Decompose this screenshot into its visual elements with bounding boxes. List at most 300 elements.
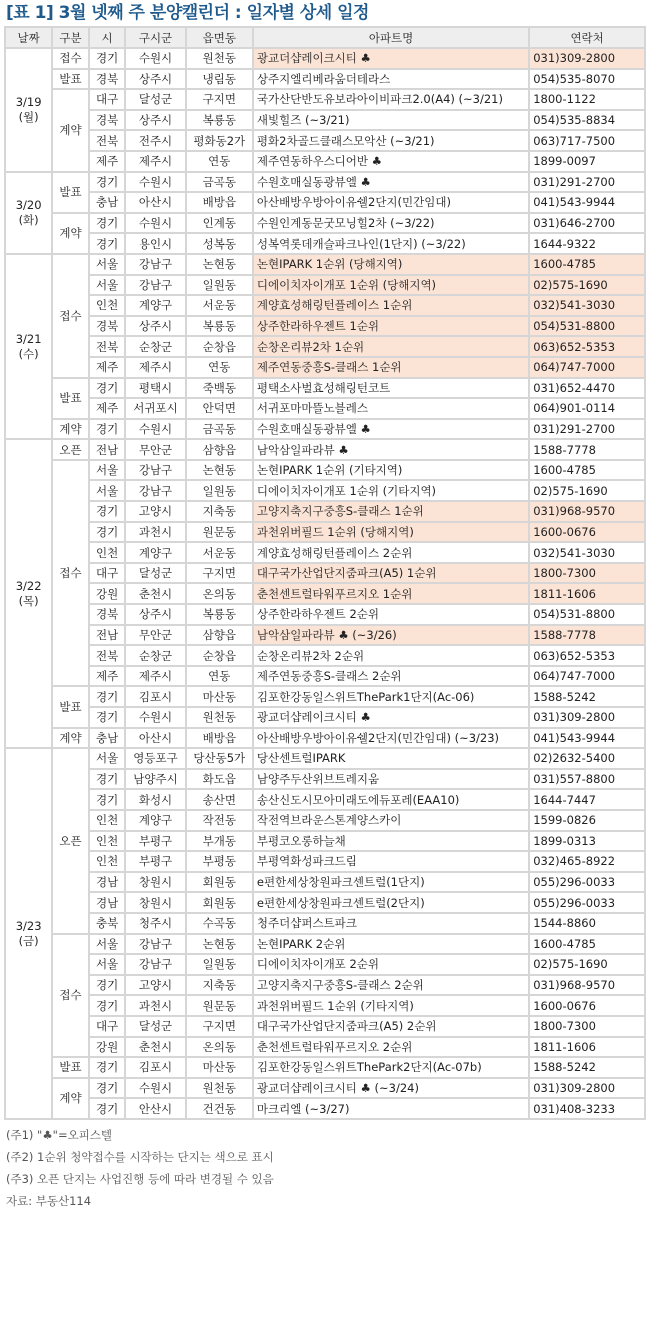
apartment-cell: 아산배방우방아이유쉘2단지(민간임대) <box>253 192 529 213</box>
apartment-cell: 디에이치자이개포 2순위 <box>253 954 529 975</box>
table-row <box>5 728 645 749</box>
district-cell: 강남구 <box>125 934 185 955</box>
town-cell: 일원동 <box>186 275 253 296</box>
apartment-cell: 광교더샵레이크시티 ♣ <box>253 48 529 69</box>
type-cell: 발표 <box>52 1057 89 1078</box>
contact-cell: 1600-0676 <box>529 522 645 543</box>
apartment-cell: 계양효성해링턴플레이스 1순위 <box>253 295 529 316</box>
contact-cell: 1811-1606 <box>529 583 645 604</box>
province-cell: 경기 <box>89 686 126 707</box>
type-cell: 오픈 <box>52 439 89 460</box>
table-row <box>5 213 645 234</box>
province-cell: 경기 <box>89 378 126 399</box>
apartment-cell: 대구국가산업단지줌파크(A5) 2순위 <box>253 1016 529 1037</box>
table-row <box>5 233 645 254</box>
province-cell: 제주 <box>89 666 126 687</box>
apartment-cell: 김포한강동일스위트ThePark2단지(Ac-07b) <box>253 1057 529 1078</box>
contact-cell: 031)309-2800 <box>529 707 645 728</box>
town-cell: 회원동 <box>186 892 253 913</box>
district-cell: 상주시 <box>125 604 185 625</box>
table-row <box>5 748 645 769</box>
district-cell: 과천시 <box>125 522 185 543</box>
apartment-cell: 춘천센트럴타워푸르지오 2순위 <box>253 1037 529 1058</box>
contact-cell: 031)309-2800 <box>529 1078 645 1099</box>
contact-cell: 1599-0826 <box>529 810 645 831</box>
province-cell: 경기 <box>89 419 126 440</box>
district-cell: 창원시 <box>125 892 185 913</box>
apartment-cell: 성복역롯데캐슬파크나인(1단지) (~3/22) <box>253 233 529 254</box>
table-row <box>5 872 645 893</box>
table-row <box>5 130 645 151</box>
apartment-cell: 송산신도시모아미래도에듀포레(EAA10) <box>253 789 529 810</box>
district-cell: 과천시 <box>125 995 185 1016</box>
contact-cell: 055)296-0033 <box>529 872 645 893</box>
town-cell: 작전동 <box>186 810 253 831</box>
town-cell: 배방읍 <box>186 192 253 213</box>
district-cell: 안산시 <box>125 1098 185 1119</box>
contact-cell: 031)291-2700 <box>529 419 645 440</box>
type-cell: 발표 <box>52 686 89 727</box>
table-row <box>5 151 645 172</box>
province-cell: 인천 <box>89 831 126 852</box>
district-cell: 전주시 <box>125 130 185 151</box>
district-cell: 수원시 <box>125 172 185 193</box>
contact-cell: 055)296-0033 <box>529 892 645 913</box>
province-cell: 경북 <box>89 110 126 131</box>
town-cell: 배방읍 <box>186 728 253 749</box>
province-cell: 대구 <box>89 563 126 584</box>
district-cell: 강남구 <box>125 254 185 275</box>
district-cell: 부평구 <box>125 851 185 872</box>
town-cell: 순창읍 <box>186 336 253 357</box>
apartment-cell: 수원호매실동광뷰엘 ♣ <box>253 419 529 440</box>
town-cell: 원문동 <box>186 522 253 543</box>
province-cell: 경기 <box>89 233 126 254</box>
contact-cell: 064)747-7000 <box>529 666 645 687</box>
table-row <box>5 1098 645 1119</box>
town-cell: 일원동 <box>186 480 253 501</box>
town-cell: 수곡동 <box>186 913 253 934</box>
district-cell: 무안군 <box>125 439 185 460</box>
date-cell <box>5 172 52 254</box>
contact-cell: 1899-0097 <box>529 151 645 172</box>
district-cell: 수원시 <box>125 213 185 234</box>
table-row <box>5 48 645 69</box>
province-cell: 서울 <box>89 460 126 481</box>
footnote-1: (주1) "♣"=오피스텔 <box>6 1127 113 1142</box>
contact-cell: 031)968-9570 <box>529 975 645 996</box>
town-cell: 원천동 <box>186 48 253 69</box>
header-province: 시 <box>89 27 126 48</box>
table-row <box>5 913 645 934</box>
town-cell: 금곡동 <box>186 419 253 440</box>
contact-cell: 041)543-9944 <box>529 728 645 749</box>
table-row <box>5 995 645 1016</box>
district-cell: 제주시 <box>125 666 185 687</box>
table-row <box>5 460 645 481</box>
province-cell: 경기 <box>89 172 126 193</box>
table-row <box>5 336 645 357</box>
district-cell: 화성시 <box>125 789 185 810</box>
apartment-cell: e편한세상창원파크센트럴(2단지) <box>253 892 529 913</box>
table-row <box>5 563 645 584</box>
district-cell: 수원시 <box>125 419 185 440</box>
apartment-cell: 광교더샵레이크시티 ♣ <box>253 707 529 728</box>
district-cell: 남양주시 <box>125 769 185 790</box>
province-cell: 전북 <box>89 336 126 357</box>
town-cell: 평화동2가 <box>186 130 253 151</box>
table-row <box>5 975 645 996</box>
type-cell: 계약 <box>52 89 89 171</box>
town-cell: 화도읍 <box>186 769 253 790</box>
district-cell: 아산시 <box>125 192 185 213</box>
table-row <box>5 666 645 687</box>
contact-cell: 1644-9322 <box>529 233 645 254</box>
province-cell: 제주 <box>89 151 126 172</box>
town-cell: 마산동 <box>186 1057 253 1078</box>
table-row <box>5 275 645 296</box>
table-row <box>5 1078 645 1099</box>
apartment-cell: 마크리엘 (~3/27) <box>253 1098 529 1119</box>
apartment-cell: 서귀포마마뜰노블레스 <box>253 398 529 419</box>
apartment-cell: 남악삼일파라뷰 ♣ (~3/26) <box>253 625 529 646</box>
province-cell: 제주 <box>89 357 126 378</box>
apartment-cell: 평택소사벌효성해링턴코트 <box>253 378 529 399</box>
town-cell: 온의동 <box>186 583 253 604</box>
type-cell: 계약 <box>52 728 89 749</box>
province-cell: 경기 <box>89 975 126 996</box>
apartment-cell: 순창온리뷰2차 1순위 <box>253 336 529 357</box>
apartment-cell: 과천위버필드 1순위 (당해지역) <box>253 522 529 543</box>
apartment-cell: e편한세상창원파크센트럴(1단지) <box>253 872 529 893</box>
contact-cell: 1588-7778 <box>529 625 645 646</box>
contact-cell: 1544-8860 <box>529 913 645 934</box>
apartment-cell: 부평역화성파크드림 <box>253 851 529 872</box>
province-cell: 인천 <box>89 295 126 316</box>
district-cell: 김포시 <box>125 686 185 707</box>
apartment-cell: 광교더샵레이크시티 ♣ (~3/24) <box>253 1078 529 1099</box>
table-row <box>5 398 645 419</box>
table-row <box>5 295 645 316</box>
province-cell: 경기 <box>89 48 126 69</box>
district-cell: 창원시 <box>125 872 185 893</box>
date-label: 3/22 <box>15 578 42 593</box>
district-cell: 춘천시 <box>125 1037 185 1058</box>
province-cell: 전남 <box>89 439 126 460</box>
apartment-cell: 디에이치자이개포 1순위 (기타지역) <box>253 480 529 501</box>
date-label: 3/20 <box>15 197 42 212</box>
province-cell: 경북 <box>89 316 126 337</box>
table-row <box>5 810 645 831</box>
district-cell: 계양구 <box>125 295 185 316</box>
footnote-3: (주3) 오픈 단지는 사업진행 등에 따라 변경될 수 있음 <box>6 1171 274 1186</box>
date-cell <box>5 439 52 748</box>
apartment-cell: 춘천센트럴타워푸르지오 1순위 <box>253 583 529 604</box>
province-cell: 대구 <box>89 89 126 110</box>
contact-cell: 054)531-8800 <box>529 316 645 337</box>
table-row <box>5 934 645 955</box>
town-cell: 삼향읍 <box>186 439 253 460</box>
town-cell: 서운동 <box>186 295 253 316</box>
header-contact: 연락처 <box>529 27 645 48</box>
apartment-cell: 순창온리뷰2차 2순위 <box>253 645 529 666</box>
district-cell: 평택시 <box>125 378 185 399</box>
type-cell: 접수 <box>52 460 89 687</box>
contact-cell: 031)652-4470 <box>529 378 645 399</box>
contact-cell: 032)465-8922 <box>529 851 645 872</box>
district-cell: 부평구 <box>125 831 185 852</box>
apartment-cell: 작전역브라운스톤계양스카이 <box>253 810 529 831</box>
district-cell: 아산시 <box>125 728 185 749</box>
province-cell: 강원 <box>89 1037 126 1058</box>
table-row <box>5 522 645 543</box>
apartment-cell: 고양지축지구중흥S-클래스 2순위 <box>253 975 529 996</box>
source-note: 자료: 부동산114 <box>6 1193 92 1208</box>
town-cell: 안덕면 <box>186 398 253 419</box>
table-row <box>5 192 645 213</box>
contact-cell: 031)408-3233 <box>529 1098 645 1119</box>
contact-cell: 032)541-3030 <box>529 295 645 316</box>
weekday-label: (목) <box>18 593 39 608</box>
province-cell: 강원 <box>89 583 126 604</box>
contact-cell: 064)747-7000 <box>529 357 645 378</box>
town-cell: 연동 <box>186 666 253 687</box>
apartment-cell: 논현IPARK 1순위 (기타지역) <box>253 460 529 481</box>
apartment-cell: 디에이치자이개포 1순위 (당해지역) <box>253 275 529 296</box>
province-cell: 경기 <box>89 1057 126 1078</box>
weekday-label: (금) <box>18 933 39 948</box>
contact-cell: 054)535-8834 <box>529 110 645 131</box>
apartment-cell: 상주한라하우젠트 2순위 <box>253 604 529 625</box>
district-cell: 계양구 <box>125 542 185 563</box>
town-cell: 복룡동 <box>186 110 253 131</box>
type-cell: 계약 <box>52 1078 89 1119</box>
apartment-cell: 평화2차골드클래스모악산 (~3/21) <box>253 130 529 151</box>
district-cell: 상주시 <box>125 69 185 90</box>
province-cell: 경기 <box>89 501 126 522</box>
apartment-cell: 당산센트럴IPARK <box>253 748 529 769</box>
contact-cell: 054)531-8800 <box>529 604 645 625</box>
header-date: 날짜 <box>5 27 52 48</box>
apartment-cell: 상주한라하우젠트 1순위 <box>253 316 529 337</box>
town-cell: 연동 <box>186 151 253 172</box>
contact-cell: 02)2632-5400 <box>529 748 645 769</box>
province-cell: 경기 <box>89 707 126 728</box>
table-row <box>5 645 645 666</box>
town-cell: 인계동 <box>186 213 253 234</box>
apartment-cell: 남양주두산위브트레지움 <box>253 769 529 790</box>
table-row <box>5 316 645 337</box>
province-cell: 서울 <box>89 254 126 275</box>
apartment-cell: 수원호매실동광뷰엘 ♣ <box>253 172 529 193</box>
table-row <box>5 851 645 872</box>
town-cell: 구지면 <box>186 89 253 110</box>
table-row <box>5 769 645 790</box>
contact-cell: 1811-1606 <box>529 1037 645 1058</box>
district-cell: 계양구 <box>125 810 185 831</box>
apartment-cell: 새빛힐즈 (~3/21) <box>253 110 529 131</box>
apartment-cell: 논현IPARK 1순위 (당해지역) <box>253 254 529 275</box>
weekday-label: (화) <box>18 212 39 227</box>
date-label: 3/21 <box>15 331 42 346</box>
date-cell <box>5 748 52 1119</box>
apartment-cell: 상주지엘리베라움더테라스 <box>253 69 529 90</box>
header-apartment: 아파트명 <box>253 27 529 48</box>
contact-cell: 054)535-8070 <box>529 69 645 90</box>
district-cell: 순창군 <box>125 645 185 666</box>
table-row <box>5 789 645 810</box>
district-cell: 영등포구 <box>125 748 185 769</box>
apartment-cell: 대구국가산업단지줌파크(A5) 1순위 <box>253 563 529 584</box>
apartment-cell: 제주연동중흥S-클래스 1순위 <box>253 357 529 378</box>
contact-cell: 1800-1122 <box>529 89 645 110</box>
province-cell: 경기 <box>89 789 126 810</box>
apartment-cell: 국가산단반도유보라아이비파크2.0(A4) (~3/21) <box>253 89 529 110</box>
town-cell: 성복동 <box>186 233 253 254</box>
table-row <box>5 954 645 975</box>
date-label: 3/23 <box>15 918 42 933</box>
province-cell: 경기 <box>89 1098 126 1119</box>
contact-cell: 1588-7778 <box>529 439 645 460</box>
type-cell: 오픈 <box>52 748 89 933</box>
town-cell: 일원동 <box>186 954 253 975</box>
type-cell: 계약 <box>52 213 89 254</box>
province-cell: 인천 <box>89 810 126 831</box>
district-cell: 상주시 <box>125 316 185 337</box>
district-cell: 달성군 <box>125 563 185 584</box>
province-cell: 서울 <box>89 275 126 296</box>
province-cell: 충남 <box>89 728 126 749</box>
contact-cell: 1600-4785 <box>529 254 645 275</box>
province-cell: 대구 <box>89 1016 126 1037</box>
type-cell: 발표 <box>52 69 89 90</box>
town-cell: 당산동5가 <box>186 748 253 769</box>
apartment-cell: 아산배방우방아이유쉘2단지(민간임대) (~3/23) <box>253 728 529 749</box>
district-cell: 제주시 <box>125 357 185 378</box>
contact-cell: 063)652-5353 <box>529 645 645 666</box>
contact-cell: 1800-7300 <box>529 1016 645 1037</box>
province-cell: 제주 <box>89 398 126 419</box>
district-cell: 고양시 <box>125 975 185 996</box>
table-row <box>5 501 645 522</box>
province-cell: 경남 <box>89 892 126 913</box>
contact-cell: 02)575-1690 <box>529 954 645 975</box>
header-type: 구분 <box>52 27 89 48</box>
table-row <box>5 480 645 501</box>
town-cell: 온의동 <box>186 1037 253 1058</box>
apartment-cell: 제주연동하우스디어반 ♣ <box>253 151 529 172</box>
town-cell: 금곡동 <box>186 172 253 193</box>
contact-cell: 02)575-1690 <box>529 275 645 296</box>
town-cell: 복룡동 <box>186 316 253 337</box>
table-row <box>5 254 645 275</box>
table-row <box>5 625 645 646</box>
town-cell: 원문동 <box>186 995 253 1016</box>
district-cell: 춘천시 <box>125 583 185 604</box>
town-cell: 지축동 <box>186 975 253 996</box>
district-cell: 청주시 <box>125 913 185 934</box>
district-cell: 강남구 <box>125 460 185 481</box>
district-cell: 고양시 <box>125 501 185 522</box>
table-row <box>5 357 645 378</box>
town-cell: 부평동 <box>186 851 253 872</box>
apartment-cell: 청주더샵퍼스트파크 <box>253 913 529 934</box>
contact-cell: 031)968-9570 <box>529 501 645 522</box>
header-town: 읍면동 <box>186 27 253 48</box>
contact-cell: 031)646-2700 <box>529 213 645 234</box>
table-row <box>5 89 645 110</box>
district-cell: 상주시 <box>125 110 185 131</box>
province-cell: 경기 <box>89 213 126 234</box>
table-row <box>5 707 645 728</box>
province-cell: 경북 <box>89 69 126 90</box>
town-cell: 건건동 <box>186 1098 253 1119</box>
town-cell: 서운동 <box>186 542 253 563</box>
town-cell: 부개동 <box>186 831 253 852</box>
province-cell: 충남 <box>89 192 126 213</box>
province-cell: 전남 <box>89 625 126 646</box>
district-cell: 순창군 <box>125 336 185 357</box>
contact-cell: 1899-0313 <box>529 831 645 852</box>
town-cell: 원천동 <box>186 1078 253 1099</box>
province-cell: 전북 <box>89 645 126 666</box>
contact-cell: 1600-4785 <box>529 934 645 955</box>
province-cell: 서울 <box>89 934 126 955</box>
table-row <box>5 1037 645 1058</box>
table-row <box>5 1057 645 1078</box>
table-row <box>5 892 645 913</box>
contact-cell: 031)291-2700 <box>529 172 645 193</box>
table-row <box>5 378 645 399</box>
town-cell: 논현동 <box>186 934 253 955</box>
district-cell: 강남구 <box>125 275 185 296</box>
contact-cell: 1600-4785 <box>529 460 645 481</box>
province-cell: 인천 <box>89 542 126 563</box>
contact-cell: 064)901-0114 <box>529 398 645 419</box>
district-cell: 수원시 <box>125 1078 185 1099</box>
province-cell: 경기 <box>89 769 126 790</box>
header-district: 구시군 <box>125 27 185 48</box>
town-cell: 복룡동 <box>186 604 253 625</box>
type-cell: 발표 <box>52 378 89 419</box>
district-cell: 달성군 <box>125 1016 185 1037</box>
contact-cell: 1600-0676 <box>529 995 645 1016</box>
contact-cell: 031)309-2800 <box>529 48 645 69</box>
table-row <box>5 419 645 440</box>
contact-cell: 031)557-8800 <box>529 769 645 790</box>
province-cell: 경기 <box>89 1078 126 1099</box>
contact-cell: 1588-5242 <box>529 686 645 707</box>
table-row <box>5 69 645 90</box>
type-cell: 접수 <box>52 254 89 378</box>
province-cell: 인천 <box>89 851 126 872</box>
town-cell: 회원동 <box>186 872 253 893</box>
apartment-cell: 부평코오롱하늘채 <box>253 831 529 852</box>
province-cell: 경남 <box>89 872 126 893</box>
type-cell: 접수 <box>52 48 89 69</box>
table-row <box>5 110 645 131</box>
town-cell: 논현동 <box>186 460 253 481</box>
type-cell: 발표 <box>52 172 89 213</box>
table-row <box>5 542 645 563</box>
apartment-cell: 남악삼일파라뷰 ♣ <box>253 439 529 460</box>
table-row <box>5 1016 645 1037</box>
town-cell: 송산면 <box>186 789 253 810</box>
table-row <box>5 439 645 460</box>
contact-cell: 041)543-9944 <box>529 192 645 213</box>
weekday-label: (월) <box>18 109 39 124</box>
province-cell: 충북 <box>89 913 126 934</box>
